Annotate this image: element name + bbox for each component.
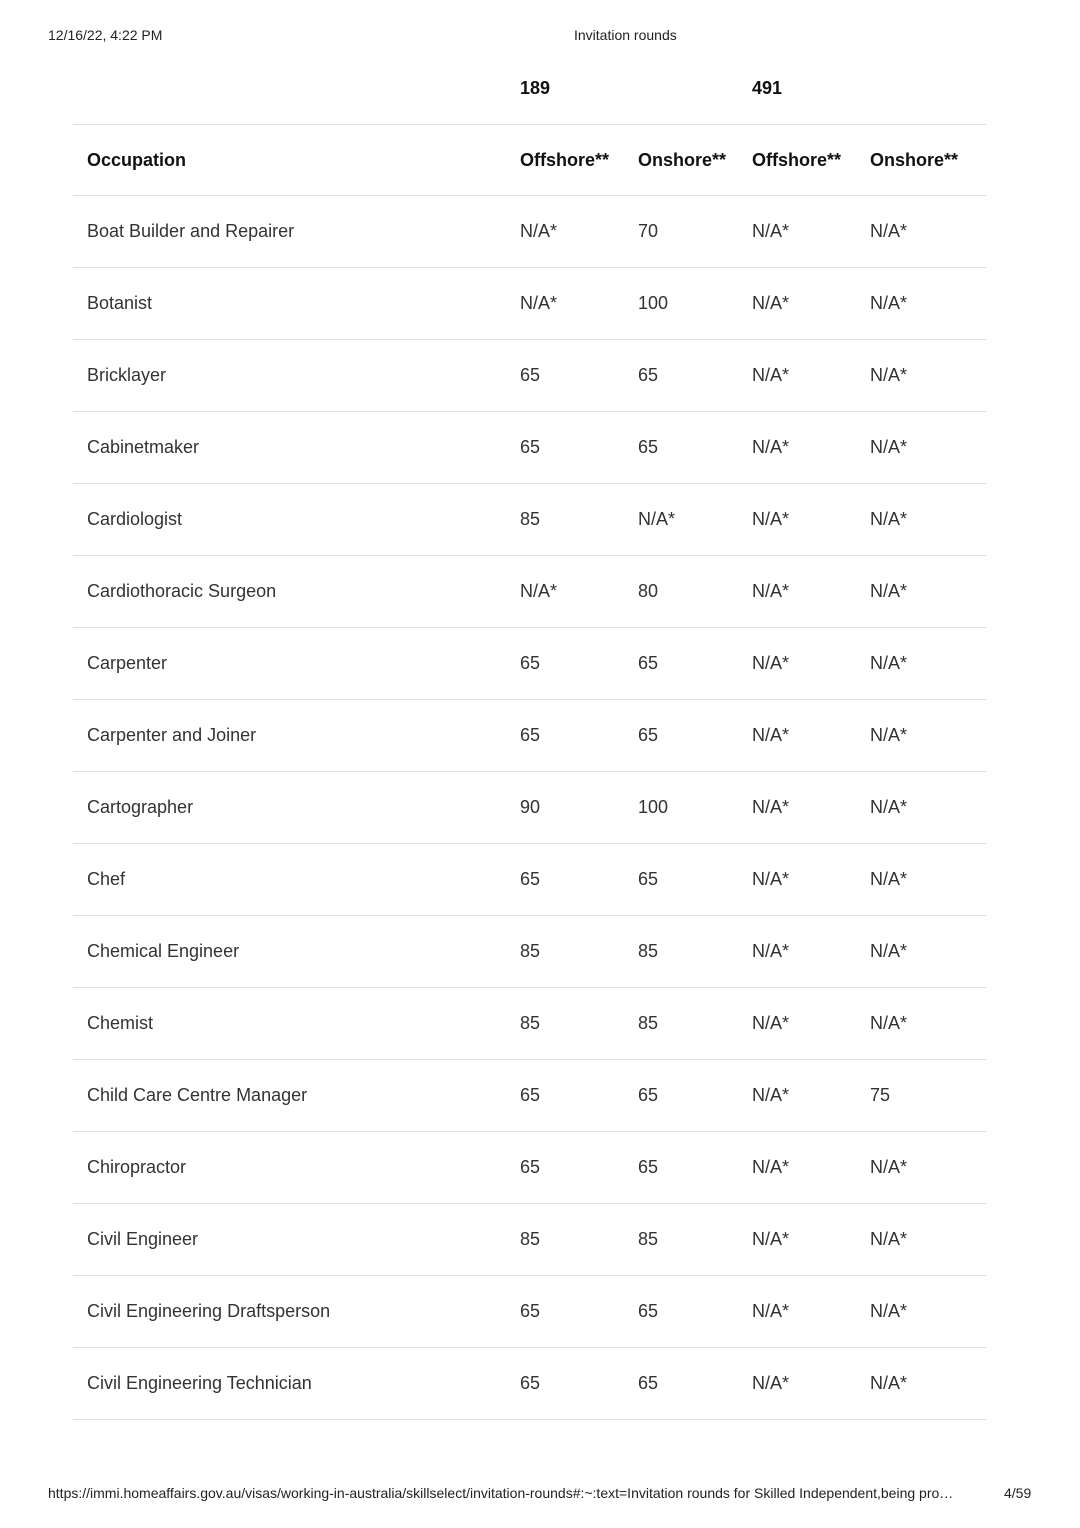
- offshore-491-cell: N/A*: [752, 700, 870, 772]
- occupation-cell: Cabinetmaker: [73, 412, 520, 484]
- offshore-189-cell: 85: [520, 1204, 638, 1276]
- offshore-189-cell: 85: [520, 988, 638, 1060]
- occupation-cell: Chiropractor: [73, 1132, 520, 1204]
- onshore-189-cell: 85: [638, 1204, 752, 1276]
- offshore-189-cell: N/A*: [520, 268, 638, 340]
- table-row: [73, 196, 986, 268]
- occupation-cell: Civil Engineer: [73, 1204, 520, 1276]
- offshore-491-cell: N/A*: [752, 1132, 870, 1204]
- occupation-cell: Chemical Engineer: [73, 916, 520, 988]
- offshore-189-cell: 65: [520, 1060, 638, 1132]
- onshore-491-cell: N/A*: [870, 1204, 986, 1276]
- table-row: [73, 844, 986, 916]
- offshore-189-cell: 65: [520, 844, 638, 916]
- table-row: [73, 1060, 986, 1132]
- table-row: [73, 268, 986, 340]
- occupation-cell: Cardiothoracic Surgeon: [73, 556, 520, 628]
- visa-group-189: 189: [520, 52, 752, 125]
- table-row: [73, 916, 986, 988]
- onshore-491-cell: N/A*: [870, 844, 986, 916]
- table-row: [73, 772, 986, 844]
- onshore-189-cell: 100: [638, 772, 752, 844]
- offshore-491-cell: N/A*: [752, 268, 870, 340]
- offshore-189-cell: N/A*: [520, 196, 638, 268]
- table-row: [73, 1132, 986, 1204]
- column-header-189-onshore: Onshore**: [638, 125, 752, 196]
- onshore-491-cell: N/A*: [870, 556, 986, 628]
- onshore-491-cell: N/A*: [870, 1132, 986, 1204]
- onshore-491-cell: N/A*: [870, 1276, 986, 1348]
- offshore-491-cell: N/A*: [752, 1348, 870, 1420]
- onshore-189-cell: 65: [638, 844, 752, 916]
- offshore-189-cell: 90: [520, 772, 638, 844]
- occupation-cell: Boat Builder and Repairer: [73, 196, 520, 268]
- onshore-491-cell: N/A*: [870, 484, 986, 556]
- visa-group-491: 491: [752, 52, 986, 125]
- table-row: [73, 1204, 986, 1276]
- offshore-491-cell: N/A*: [752, 556, 870, 628]
- offshore-189-cell: 65: [520, 628, 638, 700]
- occupation-cell: Carpenter and Joiner: [73, 700, 520, 772]
- column-header-491-offshore: Offshore**: [752, 125, 870, 196]
- occupation-cell: Cardiologist: [73, 484, 520, 556]
- onshore-189-cell: 70: [638, 196, 752, 268]
- occupation-cell: Botanist: [73, 268, 520, 340]
- visa-group-spacer: [73, 52, 520, 125]
- occupation-cell: Civil Engineering Technician: [73, 1348, 520, 1420]
- offshore-189-cell: 85: [520, 916, 638, 988]
- occupation-cell: Bricklayer: [73, 340, 520, 412]
- onshore-491-cell: N/A*: [870, 700, 986, 772]
- occupation-cell: Carpenter: [73, 628, 520, 700]
- onshore-189-cell: 65: [638, 700, 752, 772]
- onshore-491-cell: N/A*: [870, 772, 986, 844]
- onshore-491-cell: N/A*: [870, 268, 986, 340]
- offshore-491-cell: N/A*: [752, 484, 870, 556]
- print-datetime: 12/16/22, 4:22 PM: [48, 27, 163, 43]
- onshore-491-cell: 75: [870, 1060, 986, 1132]
- offshore-491-cell: N/A*: [752, 1276, 870, 1348]
- occupation-cell: Chemist: [73, 988, 520, 1060]
- offshore-491-cell: N/A*: [752, 844, 870, 916]
- table-row: [73, 1348, 986, 1420]
- offshore-491-cell: N/A*: [752, 772, 870, 844]
- onshore-491-cell: N/A*: [870, 412, 986, 484]
- offshore-491-cell: N/A*: [752, 628, 870, 700]
- onshore-189-cell: 65: [638, 1060, 752, 1132]
- occupation-cell: Chef: [73, 844, 520, 916]
- offshore-189-cell: 85: [520, 484, 638, 556]
- offshore-189-cell: 65: [520, 340, 638, 412]
- offshore-189-cell: 65: [520, 1276, 638, 1348]
- offshore-189-cell: N/A*: [520, 556, 638, 628]
- onshore-189-cell: 65: [638, 628, 752, 700]
- offshore-491-cell: N/A*: [752, 1204, 870, 1276]
- invitation-rounds-table: [73, 52, 986, 1420]
- print-footer-url: https://immi.homeaffairs.gov.au/visas/working-in-australia/skillselect/invitation-rounds#:~:text=Invitation rounds for Skilled Independent,being pro…: [48, 1485, 954, 1501]
- onshore-189-cell: N/A*: [638, 484, 752, 556]
- column-header-occupation: Occupation: [73, 125, 520, 196]
- onshore-189-cell: 65: [638, 412, 752, 484]
- visa-subclass-header-row: [73, 52, 986, 125]
- table-row: [73, 700, 986, 772]
- onshore-189-cell: 65: [638, 1132, 752, 1204]
- offshore-189-cell: 65: [520, 1348, 638, 1420]
- onshore-491-cell: N/A*: [870, 196, 986, 268]
- onshore-189-cell: 100: [638, 268, 752, 340]
- offshore-491-cell: N/A*: [752, 988, 870, 1060]
- table-row: [73, 412, 986, 484]
- onshore-491-cell: N/A*: [870, 340, 986, 412]
- onshore-189-cell: 65: [638, 340, 752, 412]
- onshore-491-cell: N/A*: [870, 916, 986, 988]
- offshore-491-cell: N/A*: [752, 1060, 870, 1132]
- table-row: [73, 1276, 986, 1348]
- onshore-189-cell: 65: [638, 1276, 752, 1348]
- invitation-rounds-table-container: [73, 52, 986, 1420]
- table-row: [73, 340, 986, 412]
- occupation-cell: Civil Engineering Draftsperson: [73, 1276, 520, 1348]
- column-header-491-onshore: Onshore**: [870, 125, 986, 196]
- onshore-189-cell: 85: [638, 916, 752, 988]
- offshore-189-cell: 65: [520, 700, 638, 772]
- offshore-189-cell: 65: [520, 1132, 638, 1204]
- offshore-491-cell: N/A*: [752, 340, 870, 412]
- print-page-title: Invitation rounds: [574, 27, 677, 43]
- occupation-cell: Child Care Centre Manager: [73, 1060, 520, 1132]
- print-page-number: 4/59: [1004, 1485, 1032, 1501]
- offshore-491-cell: N/A*: [752, 412, 870, 484]
- occupation-cell: Cartographer: [73, 772, 520, 844]
- table-row: [73, 988, 986, 1060]
- onshore-189-cell: 80: [638, 556, 752, 628]
- onshore-491-cell: N/A*: [870, 628, 986, 700]
- column-header-189-offshore: Offshore**: [520, 125, 638, 196]
- column-header-row: [73, 125, 986, 196]
- onshore-189-cell: 65: [638, 1348, 752, 1420]
- table-row: [73, 484, 986, 556]
- table-row: [73, 628, 986, 700]
- table-body: [73, 196, 986, 1420]
- offshore-189-cell: 65: [520, 412, 638, 484]
- offshore-491-cell: N/A*: [752, 916, 870, 988]
- onshore-491-cell: N/A*: [870, 1348, 986, 1420]
- onshore-189-cell: 85: [638, 988, 752, 1060]
- onshore-491-cell: N/A*: [870, 988, 986, 1060]
- offshore-491-cell: N/A*: [752, 196, 870, 268]
- table-row: [73, 556, 986, 628]
